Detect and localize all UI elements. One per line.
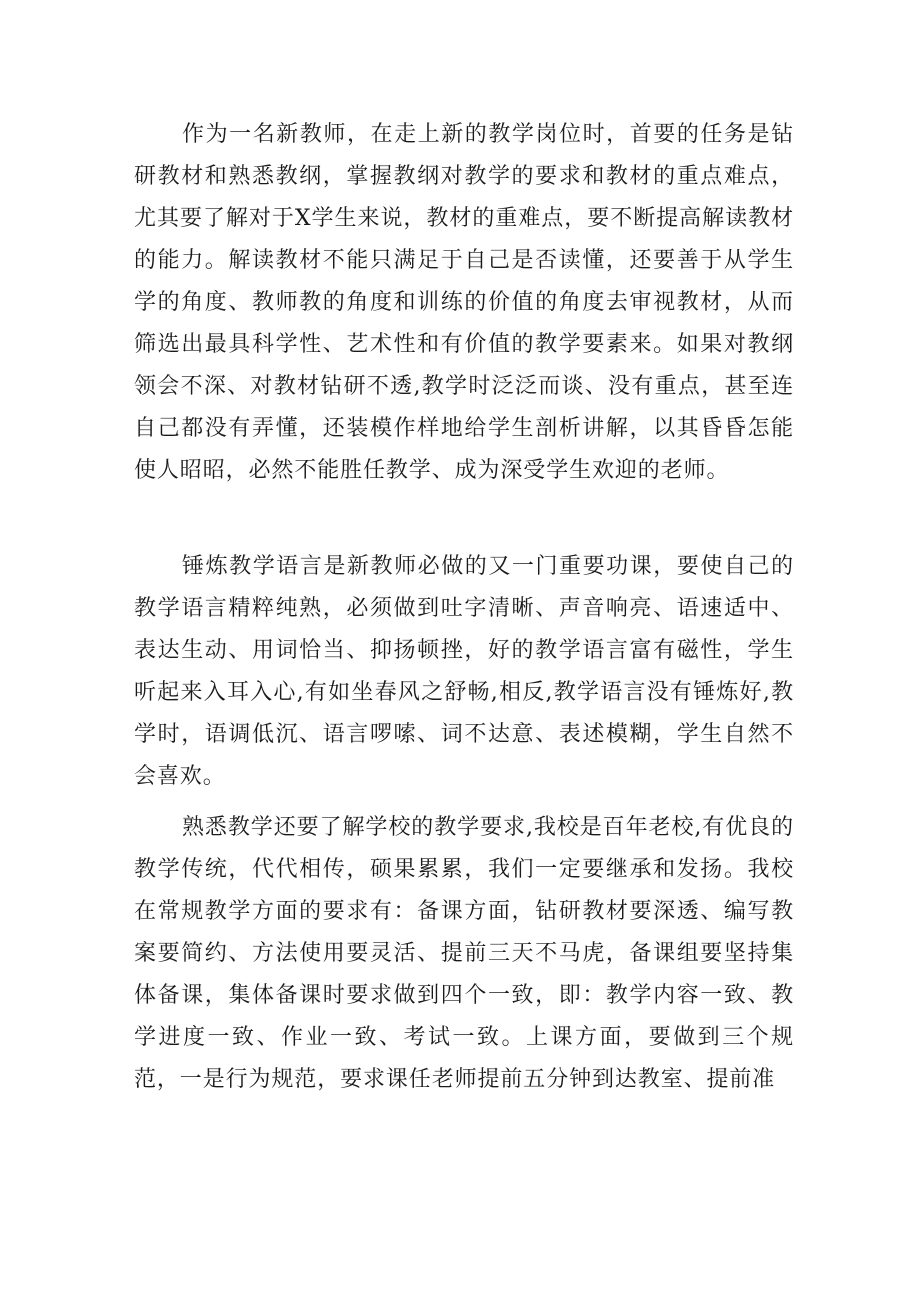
paragraph-study-textbook: 作为一名新教师，在走上新的教学岗位时，首要的任务是钻研教材和熟悉教纲，掌握教纲对教学的要求和教材的重点难点，尤其要了解对于X学生来说，教材的重难点，要不断提高解读教材的能力。解读教材不能只满足于自己是否读懂，还要善于从学生学的角度、教师教的角度和训练的价值的角度去审视教材，从而筛选出最具科学性、艺术性和有价值的教学要素来。如果对教纲领会不深、对教材钻研不透,教学时泛泛而谈、没有重点，甚至连自己都没有弄懂，还装模作样地给学生剖析讲解，以其昏昏怎能使人昭昭，必然不能胜任教学、成为深受学生欢迎的老师。 [134, 122, 794, 483]
paragraph-school-requirements: 熟悉教学还要了解学校的教学要求,我校是百年老校,有优良的教学传统，代代相传，硕果累累，我们一定要继承和发扬。我校在常规教学方面的要求有：备课方面，钻研教材要深透、编写教案要简约、方法使用要灵活、提前三天不马虎，备课组要坚持集体备课，集体备课时要求做到四个一致，即：教学内容一致、教学进度一致、作业一致、考试一致。上课方面，要做到三个规范，一是行为规范，要求课任老师提前五分钟到达教室、提前准 [134, 815, 794, 1092]
paragraph-teaching-language: 锤炼教学语言是新教师必做的又一门重要功课，要使自己的教学语言精粹纯熟，必须做到吐字清晰、声音响亮、语速适中、表达生动、用词恰当、抑扬顿挫，好的教学语言富有磁性，学生听起来入耳入心,有如坐春风之舒畅,相反,教学语言没有锤炼好,教学时，语调低沉、语言啰嗦、词不达意、表述模糊，学生自然不会喜欢。 [134, 554, 794, 789]
